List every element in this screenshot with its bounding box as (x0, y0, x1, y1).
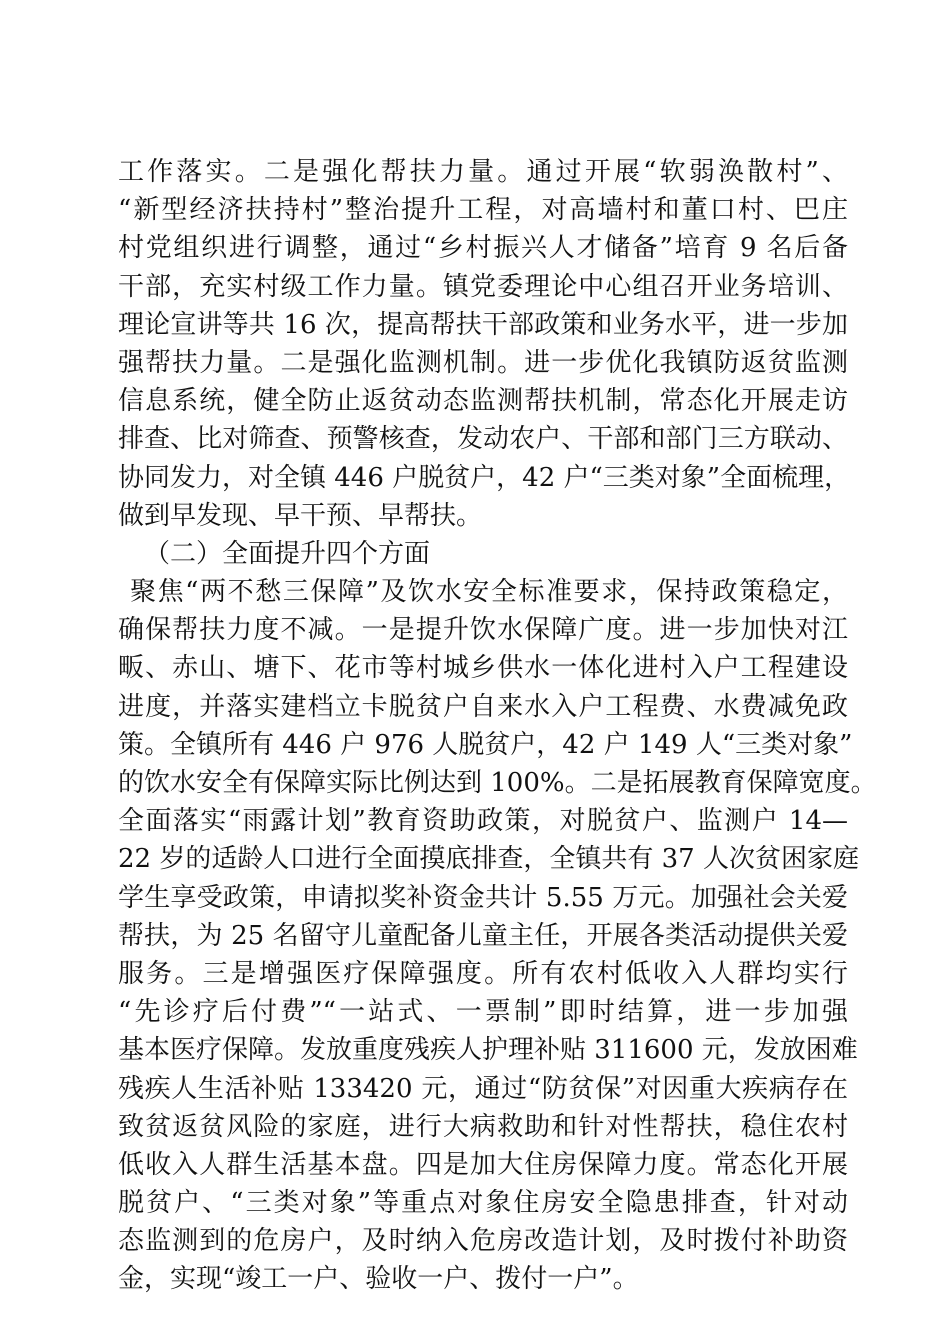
text-line: 确保帮扶力度不减。一是提升饮水保障广度。进一步加快对江 (118, 615, 848, 646)
text-line: 排查、比对筛查、预警核查，发动农户、干部和部门三方联动、 (118, 424, 848, 455)
text-line: 全面落实“雨露计划”教育资助政策，对脱贫户、监测户 14— (118, 806, 848, 837)
text-line: 学生享受政策，申请拟奖补资金共计 5.55 万元。加强社会关爱 (118, 882, 848, 913)
text-line: 残疾人生活补贴 133420 元，通过“防贫保”对因重大疾病存在 (118, 1073, 848, 1104)
section-heading: （二）全面提升四个方面 (144, 538, 431, 569)
text-line: 低收入人群生活基本盘。四是加大住房保障力度。常态化开展 (118, 1149, 848, 1180)
text-line: 村党组织进行调整，通过“乡村振兴人才储备”培育 9 名后备 (118, 233, 848, 264)
text-line: 协同发力，对全镇 446 户脱贫户，42 户“三类对象”全面梳理， (118, 462, 851, 493)
text-line: 聚焦“两不愁三保障”及饮水安全标准要求，保持政策稳定， (130, 577, 848, 608)
text-line: 理论宣讲等共 16 次，提高帮扶干部政策和业务水平，进一步加 (118, 309, 848, 340)
text-line: 信息系统，健全防止返贫动态监测帮扶机制，常态化开展走访 (118, 386, 848, 417)
text-line: 金，实现“竣工一户、验收一户、拨付一户”。 (118, 1264, 639, 1295)
text-line: 脱贫户、“三类对象”等重点对象住房安全隐患排查，针对动 (118, 1188, 848, 1219)
text-line: 服务。三是增强医疗保障强度。所有农村低收入人群均实行 (118, 958, 848, 989)
text-line: 做到早发现、早干预、早帮扶。 (118, 500, 483, 531)
text-line: 强帮扶力量。二是强化监测机制。进一步优化我镇防返贫监测 (118, 347, 848, 378)
text-line: 畈、赤山、塘下、花市等村城乡供水一体化进村入户工程建设 (118, 653, 848, 684)
text-line: 基本医疗保障。发放重度残疾人护理补贴 311600 元，发放困难 (118, 1035, 858, 1066)
text-line: 的饮水安全有保障实际比例达到 100%。二是拓展教育保障宽度。 (118, 768, 877, 798)
text-line: 工作落实。二是强化帮扶力量。通过开展“软弱涣散村”、 (118, 157, 848, 187)
text-line: 进度，并落实建档立卡脱贫户自来水入户工程费、水费减免政 (118, 691, 848, 722)
text-line: 策。全镇所有 446 户 976 人脱贫户，42 户 149 人“三类对象” (118, 729, 853, 760)
text-line: 态监测到的危房户，及时纳入危房改造计划，及时拨付补助资 (118, 1226, 848, 1257)
text-line: 帮扶，为 25 名留守儿童配备儿童主任，开展各类活动提供关爱 (118, 920, 848, 951)
text-line: 干部，充实村级工作力量。镇党委理论中心组召开业务培训、 (118, 271, 848, 302)
text-line: 致贫返贫风险的家庭，进行大病救助和针对性帮扶，稳住农村 (118, 1111, 848, 1142)
document-body (118, 153, 877, 1299)
text-line: “新型经济扶持村”整治提升工程，对高墙村和董口村、巴庄 (118, 195, 848, 226)
text-line: “先诊疗后付费”“一站式、一票制”即时结算，进一步加强 (118, 997, 848, 1028)
text-line: 22 岁的适龄人口进行全面摸底排查，全镇共有 37 人次贫困家庭 (118, 844, 859, 875)
